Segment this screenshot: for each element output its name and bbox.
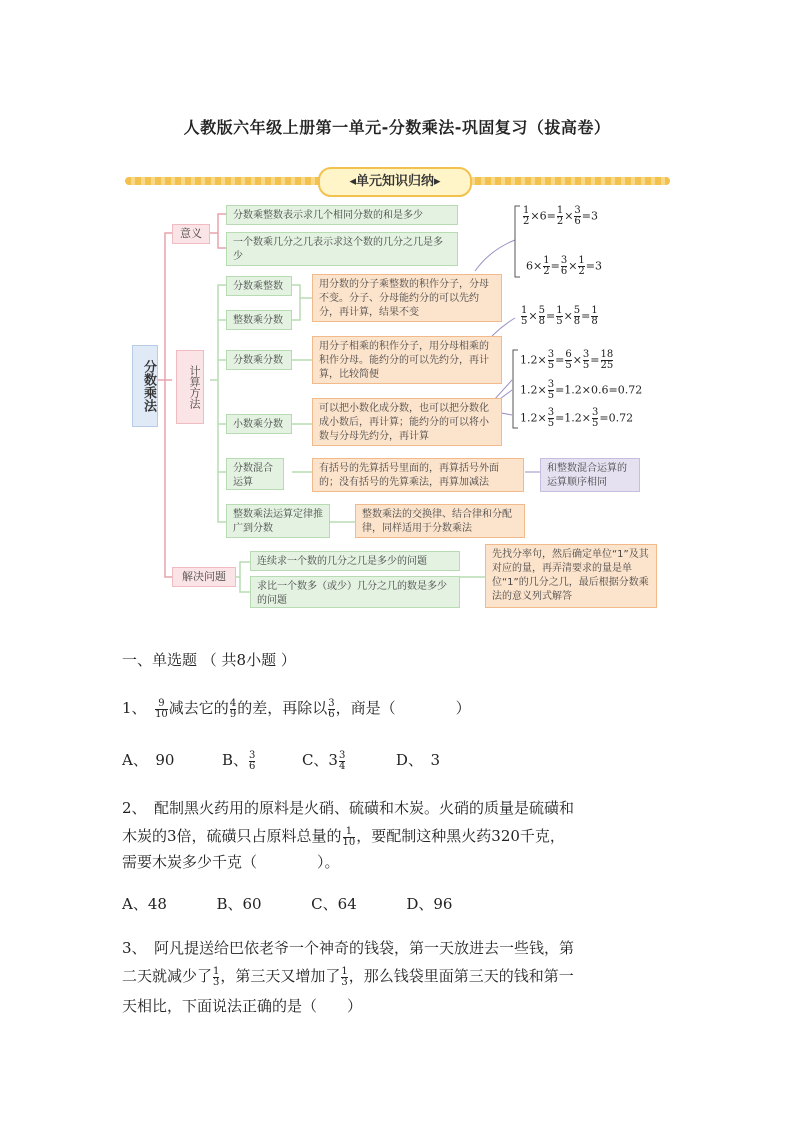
example-2: 6× $\frac{1}{2}$ = $\frac{3}{6}$ × $\frac{1}{2}$ =3 — [526, 255, 602, 277]
desc-mixed: 有括号的先算括号里面的，再算括号外面的；没有括号的先算乘法，再算加减法 — [312, 458, 524, 492]
node-solving: 解决问题 — [172, 567, 236, 587]
q1-option-b[interactable]: B、 $\frac{3}{6}$ — [221, 749, 256, 772]
section-heading: 一、单选题 （ 共8小题 ） — [122, 651, 296, 669]
question-1-options — [122, 746, 440, 774]
desc-laws: 整数乘法的交换律、结合律和分配律，同样适用于分数乘法 — [355, 504, 525, 538]
question-3-line-1: 3、 阿凡提送给巴依老爷一个神奇的钱袋，第一天放进去一些钱，第 — [122, 939, 575, 957]
desc-fraction-fraction: 用分子相乘的积作分子，用分母相乘的积作分母。能约分的可以先约分，再计算，比较简便 — [312, 336, 502, 384]
question-2-line-3: 需要木炭多少千克（ ）。 — [122, 853, 340, 871]
meaning-item-1: 分数乘整数表示求几个相同分数的和是多少 — [226, 205, 458, 225]
node-computation: 计算方法 — [176, 350, 204, 424]
q2-option-b[interactable]: B、60 — [216, 895, 262, 913]
node-fraction-times-fraction: 分数乘分数 — [226, 350, 292, 370]
question-2-line-2: 木炭的3倍，硫磺只占原料总量的 $\frac{1}{10}$ ，要配制这种黑火药320千克， — [122, 825, 565, 848]
q1-option-d[interactable]: D、 3 — [395, 751, 440, 769]
q2-option-d[interactable]: D、96 — [406, 895, 453, 913]
question-3-line-2: 二天就减少了 $\frac{1}{3}$ ，第三天又增加了 $\frac{1}{3}$ ，那么钱袋里面第三天的钱和第一 — [122, 965, 574, 988]
q1-option-c[interactable]: C、3 $\frac{3}{4}$ — [301, 749, 346, 772]
node-laws: 整数乘法运算定律推广到分数 — [226, 504, 330, 538]
node-mixed-operation: 分数混合运算 — [226, 458, 284, 490]
node-integer-times-fraction: 整数乘分数 — [226, 310, 292, 330]
map-root: 分数乘法 — [132, 345, 158, 427]
node-fraction-times-integer: 分数乘整数 — [226, 276, 292, 296]
q2-option-a[interactable]: A、48 — [122, 895, 167, 913]
example-1: $\frac{1}{2}$ ×6= $\frac{1}{2}$ × $\frac{3}{6}$ =3 — [523, 205, 598, 227]
page-title: 人教版六年级上册第一单元-分数乘法-巩固复习（拔高卷） — [183, 118, 611, 137]
desc-mixed-note: 和整数混合运算的运算顺序相同 — [540, 458, 640, 492]
q1-option-a[interactable]: A、 90 — [122, 751, 175, 769]
solving-item-1: 连续求一个数的几分之几是多少的问题 — [250, 551, 460, 571]
desc-fraction-integer: 用分数的分子乘整数的积作分子，分母不变。分子、分母能约分的可以先约分，再计算，结果不变 — [312, 274, 502, 322]
question-3-line-3: 天相比，下面说法正确的是（ ） — [122, 997, 363, 1015]
example-4: 1.2× $\frac{3}{5}$ = $\frac{6}{5}$ × $\frac{3}{5}$ = $\frac{18}{25}$ — [520, 349, 614, 371]
example-5: 1.2× $\frac{3}{5}$ =1.2×0.6=0.72 — [520, 379, 643, 401]
question-2-line-1: 2、 配制黑火药用的原料是火硝、硫磺和木炭。火硝的质量是硫磺和 — [122, 799, 575, 817]
solving-desc: 先找分率句，然后确定单位“1”及其对应的量，再弄清要求的量是单位“1”的几分之几，最后根据分数乘法的意义列式解答 — [485, 544, 657, 608]
node-decimal-times-fraction: 小数乘分数 — [226, 414, 292, 434]
example-3: $\frac{1}{5}$ × $\frac{5}{8}$ = $\frac{1}{5}$ × $\frac{5}{8}$ = $\frac{1}{8}$ — [521, 305, 598, 327]
desc-decimal-fraction: 可以把小数化成分数，也可以把分数化成小数后，再计算；能约分的可以将小数与分母先约分，再计算 — [312, 398, 502, 446]
q2-option-c[interactable]: C、64 — [311, 895, 357, 913]
question-1: 1、 $\frac{9}{10}$ 减去它的 $\frac{4}{9}$ 的差，再除以 $\frac{3}{6}$ ，商是（ ） — [122, 697, 471, 720]
question-2-options — [122, 890, 452, 918]
example-6: 1.2× $\frac{3}{5}$ =1.2× $\frac{3}{5}$ =0.72 — [520, 407, 634, 429]
meaning-item-2: 一个数乘几分之几表示求这个数的几分之几是多少 — [226, 232, 458, 266]
section-banner: ◂单元知识归纳▸ — [318, 167, 472, 197]
node-meaning: 意义 — [172, 224, 210, 244]
solving-item-2: 求比一个数多（或少）几分之几的数是多少的问题 — [250, 576, 460, 608]
